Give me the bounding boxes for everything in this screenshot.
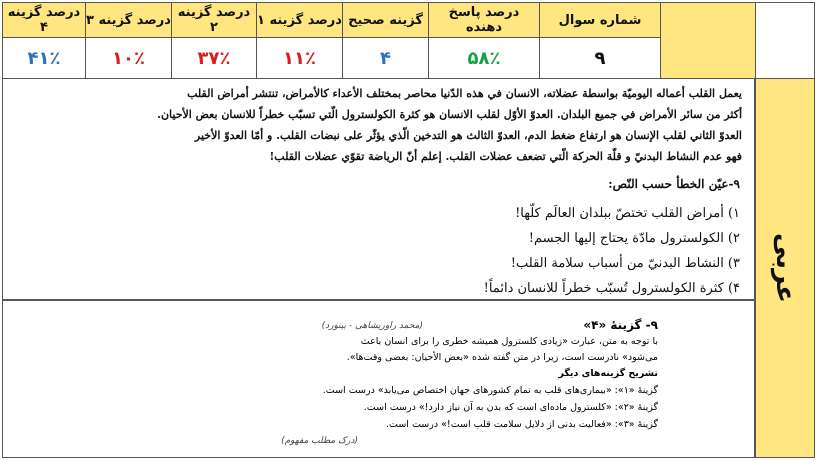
passage-line: أكثر من سائر الأمراض في جميع البلدان. العدوّ الأوّل لقلب الانسان هو كثرة الكولسترول الّتي تسبّب خطراً للانسان بعض الأحيان. xyxy=(157,108,742,121)
value-question-number: ۹ xyxy=(540,38,661,79)
stats-table xyxy=(2,2,756,79)
answer-author: (محمد راوریشاهی - بینورد) xyxy=(321,321,423,331)
value-correct-option: ۴ xyxy=(343,38,429,79)
passage xyxy=(22,83,742,167)
value-option3-percent: ۱۰٪ xyxy=(86,38,172,79)
passage-line: فهو عدم النشاط البدنيّ و قلّة الحركة الّتي تضعف عضلات القلب. إعلم أنّ الرياضة تقوّي عضلات القلب! xyxy=(269,150,742,163)
passage-line: العدوّ الثاني لقلب الإنسان هو ارتفاع ضغط الدم، العدوّ الثالث هو التدخين الّذي يؤثّر على نبضات القلب. و أمّا العدوّ الأخير xyxy=(194,129,742,142)
header-option1-percent: درصد گزینه ۱ xyxy=(257,3,343,38)
subject-label-wrapper xyxy=(755,78,815,458)
option-2: ۲) الكولسترول مادّة يحتاج إليها الجسم! xyxy=(528,231,740,246)
value-option2-percent: ۳۷٪ xyxy=(172,38,257,79)
question-block xyxy=(2,78,755,300)
header-option4-percent: درصد گزینه ۴ xyxy=(3,3,86,38)
subject-label: عربی xyxy=(770,232,800,303)
answer-line: گزینهٔ «۲»: «کلسترول ماده‌ای است که بدن به آن نیاز دارد!» درست است. xyxy=(363,402,658,413)
option-3: ۳) النشاط البدنيّ من أسباب سلامة القلب! xyxy=(510,256,740,271)
value-response-percent: ۵۸٪ xyxy=(429,38,540,79)
answer-title: ۹- گزینهٔ «۴» xyxy=(583,318,658,332)
header-correct-option: گزینه صحیح xyxy=(343,3,429,38)
option-1: ۱) أمراض القلب تختصّ ببلدان العالَم كلّها! xyxy=(515,206,740,221)
option-4: ۴) كثرة الكولسترول تُسبّب خطراً للانسان دائماً! xyxy=(483,281,740,296)
header-question-number: شماره سوال xyxy=(540,3,661,38)
passage-line: يعمل القلب أعماله اليوميّة بواسطة عضلاته، الانسان في هذه الدّنيا محاصر بمختلف الأعداء كالأمراض، تنتشر أمراض القلب xyxy=(187,87,742,100)
answer-line: گزینهٔ «۳»: «فعالیت بدنی از دلایل سلامت قلب است!» درست است. xyxy=(386,419,658,430)
value-option4-percent: ۴۱٪ xyxy=(3,38,86,79)
answer-line: گزینهٔ «۱»: «بیماری‌های قلب به تمام کشورهای جهان اختصاص می‌یابد» درست است. xyxy=(322,385,658,396)
header-option2-percent: درصد گزینه ۲ xyxy=(172,3,257,38)
side-header-cell xyxy=(661,3,756,79)
answer-subheading: تشریح گزینه‌های دیگر xyxy=(558,368,658,379)
header-option3-percent: درصد گزینه ۳ xyxy=(86,3,172,38)
question-stem: ۹-عيّن الخطأ حسب النّص: xyxy=(608,177,740,191)
value-option1-percent: ۱۱٪ xyxy=(257,38,343,79)
answer-line: با توجه به متن، عبارت «زیادی کلسترول همیشه خطری را برای انسان باعث xyxy=(360,336,658,347)
answer-line: می‌شود» نادرست است، زیرا در متن گفته شده «بعض الأحيان: بعضی وقت‌ها». xyxy=(346,352,658,363)
answer-footnote: (درک مطلب مفهوم) xyxy=(281,436,358,446)
header-response-percent: درصد پاسخ دهنده xyxy=(429,3,540,38)
